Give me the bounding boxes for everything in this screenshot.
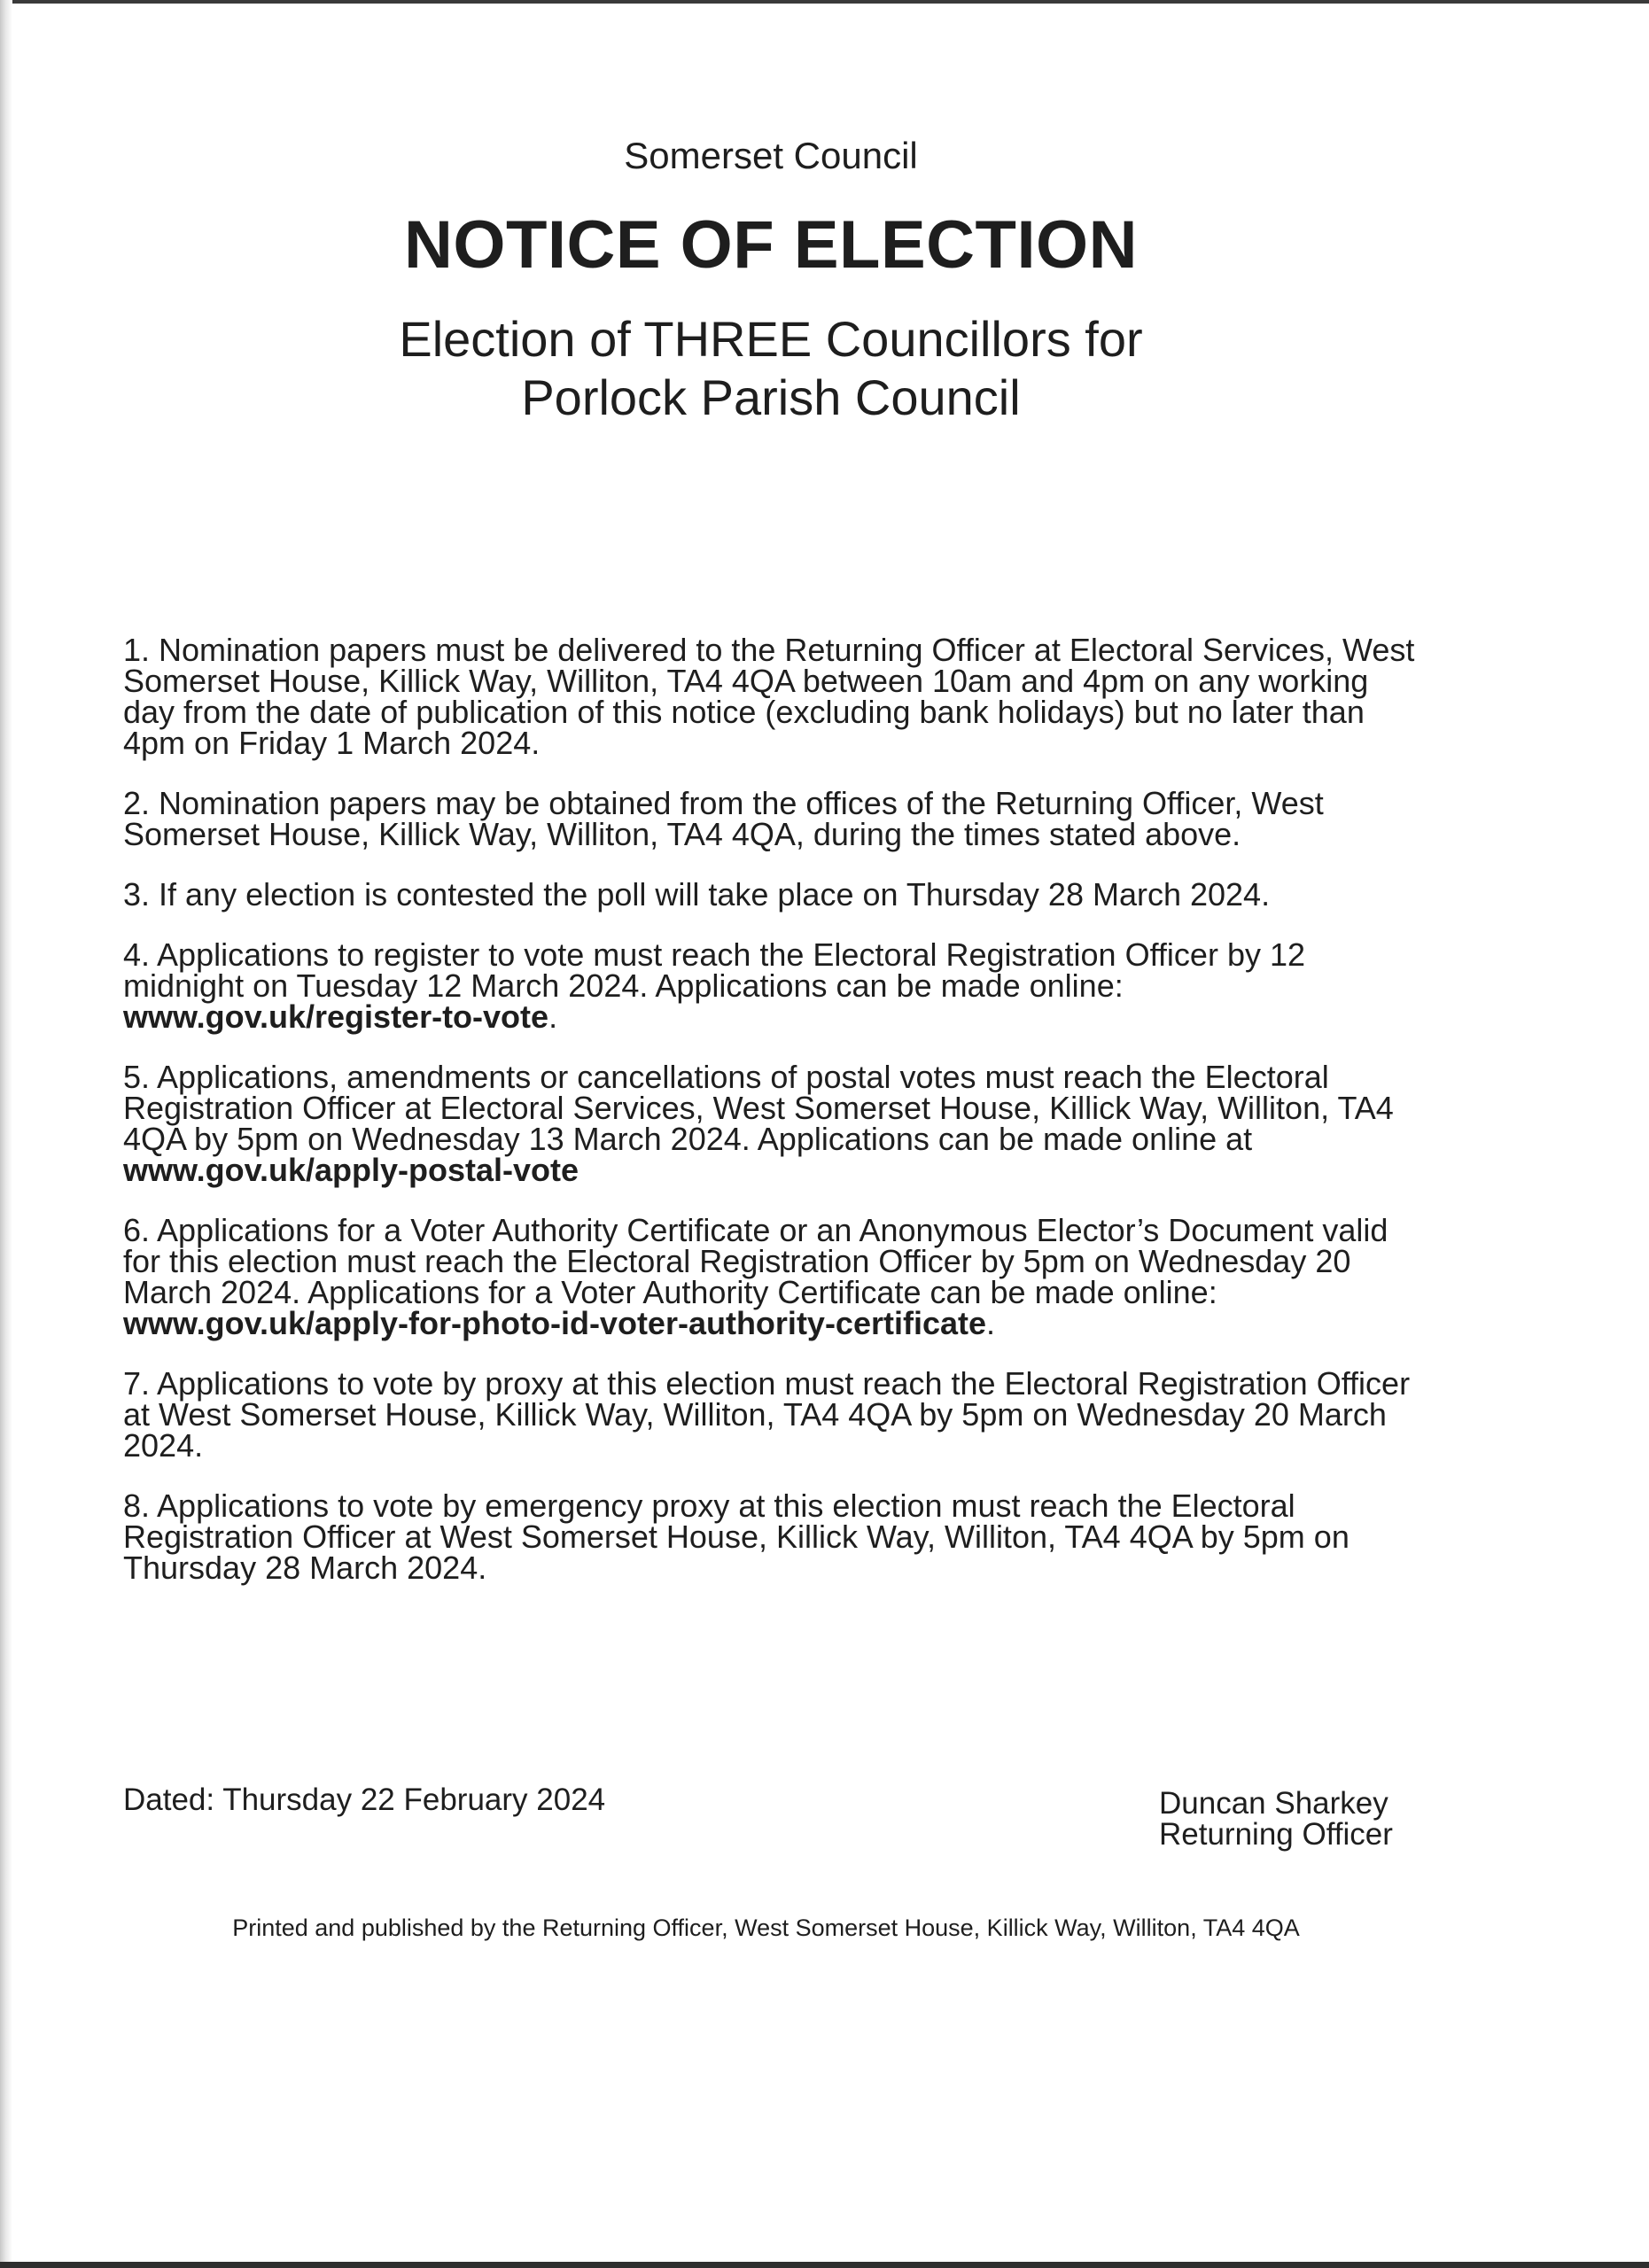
voter-authority-certificate-link: www.gov.uk/apply-for-photo-id-voter-authority-certificate: [123, 1305, 987, 1341]
notice-item-5: [123, 1059, 1426, 1188]
imprint-line: Printed and published by the Returning Officer, West Somerset House, Killick Way, Williton, TA4 4QA: [232, 1915, 1300, 1941]
notice-item-1: [123, 632, 1426, 761]
officer-name: Duncan Sharkey: [1159, 1786, 1388, 1821]
signature-block: [1159, 1788, 1393, 1850]
council-name: Somerset Council: [624, 135, 918, 176]
notice-item-7: [123, 1365, 1426, 1464]
notice-item-3: [123, 876, 1426, 913]
item-text: 8. Applications to vote by emergency proxy at this election must reach the Electoral Registration Officer at West Somerset House, Killick Way, Williton, TA4 4QA by 5pm on Thursday 28 March 2024.: [123, 1487, 1350, 1586]
item-text: 2. Nomination papers may be obtained from the offices of the Returning Officer, West Somerset House, Killick Way, Williton, TA4 4QA, during the times stated above.: [123, 785, 1324, 852]
dated-line: Dated: Thursday 22 February 2024: [123, 1783, 606, 1817]
item-text: 1. Nomination papers must be delivered to the Returning Officer at Electoral Services, West Somerset House, Killick Way, Williton, TA4 4QA between 10am and 4pm on any working day from the date of publication of this notice (excluding bank holidays) but no later than 4pm on Friday 1 March 2024.: [123, 632, 1415, 761]
notice-item-8: [123, 1487, 1426, 1586]
item-text-end: .: [548, 998, 558, 1035]
item-text: 3. If any election is contested the poll will take place on Thursday 28 March 2024.: [123, 876, 1271, 913]
scan-edge-top: [0, 0, 1649, 4]
subtitle-line-1: Election of THREE Councillors for: [399, 311, 1143, 367]
item-text: 7. Applications to vote by proxy at this election must reach the Electoral Registration Officer at West Somerset House, Killick Way, Williton, TA4 4QA by 5pm on Wednesday 20 March 2024.: [123, 1365, 1411, 1464]
subtitle-line-2: Porlock Parish Council: [521, 369, 1021, 425]
notice-item-2: [123, 785, 1426, 852]
item-text: 4. Applications to register to vote must reach the Electoral Registration Officer by 12 midnight on Tuesday 12 March 2024. Applications can be made online:: [123, 936, 1306, 1004]
officer-title: Returning Officer: [1159, 1817, 1393, 1852]
page-title: NOTICE OF ELECTION: [403, 207, 1139, 283]
register-to-vote-link: www.gov.uk/register-to-vote: [123, 998, 549, 1035]
notice-item-4: [123, 936, 1426, 1035]
notice-items: [123, 634, 1426, 1612]
item-text: 5. Applications, amendments or cancellations of postal votes must reach the Electoral Registration Officer at Electoral Services, West Somerset House, Killick Way, Williton, TA4 4QA by 5pm on Wednesday 13 March 2024. Applications can be made online at: [123, 1059, 1394, 1157]
apply-postal-vote-link: www.gov.uk/apply-postal-vote: [123, 1152, 579, 1188]
notice-item-6: [123, 1212, 1426, 1341]
scan-edge-bottom: [0, 2262, 1649, 2268]
election-subtitle: [0, 310, 1542, 427]
item-text: 6. Applications for a Voter Authority Certificate or an Anonymous Elector’s Document valid for this election must reach the Electoral Registration Officer by 5pm on Wednesday 20 March 2024. Applications for a Voter Authority Certificate can be made online:: [123, 1212, 1388, 1310]
item-text-end: .: [986, 1305, 996, 1341]
